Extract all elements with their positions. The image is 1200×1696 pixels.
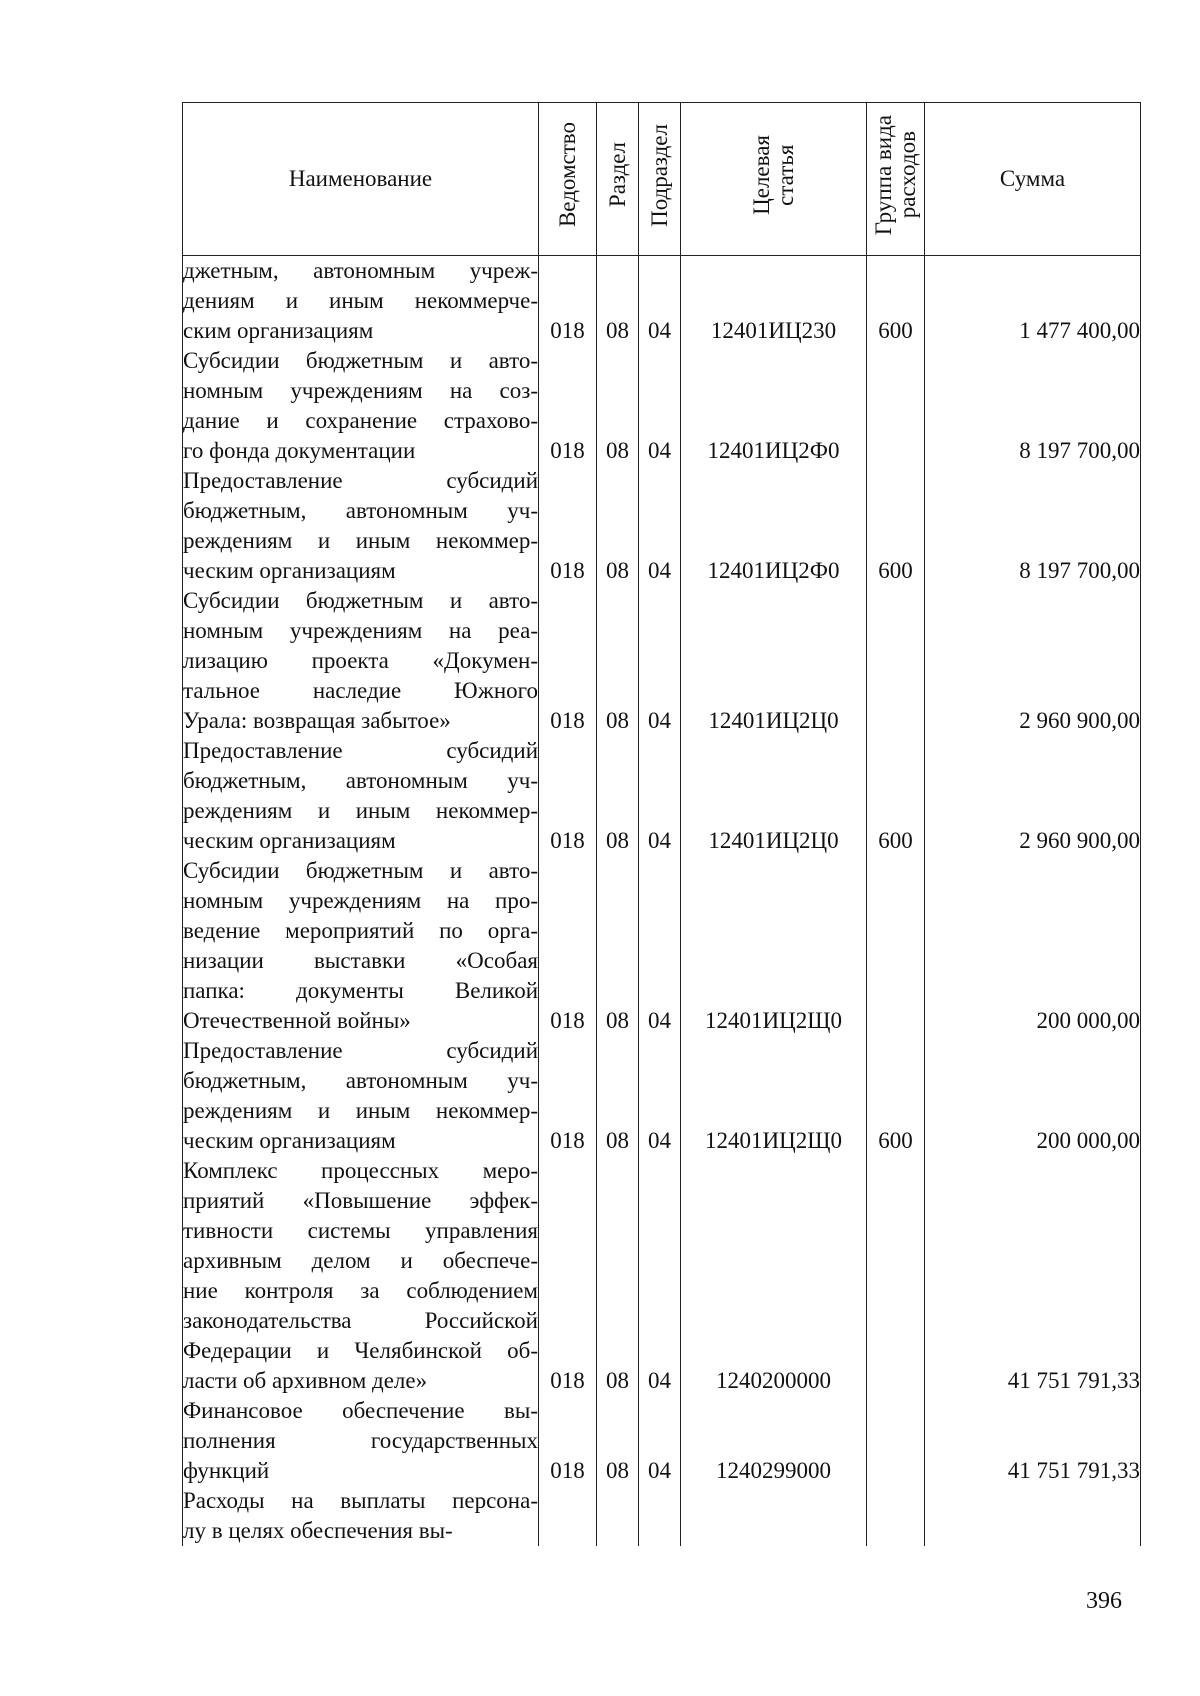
row-sum: 8 197 700,00 xyxy=(925,346,1141,466)
row-name-line: Финансовое обеспечение вы- xyxy=(183,1398,538,1423)
row-subsection: 04 xyxy=(639,736,681,856)
row-target-article: 1240200000 xyxy=(681,1156,867,1396)
row-name-line: приятий «Повышение эффек- xyxy=(183,1188,538,1213)
row-subsection: 04 xyxy=(639,856,681,1036)
row-section: 08 xyxy=(597,1396,639,1486)
row-target-article: 12401ИЦ230 xyxy=(681,256,867,347)
table-row xyxy=(183,1036,1141,1156)
row-subsection: 04 xyxy=(639,1036,681,1156)
row-name-line: Предоставление субсидий xyxy=(183,738,538,763)
row-name-line: полнения государственных xyxy=(183,1428,538,1453)
table-row xyxy=(183,1396,1141,1486)
row-name-line: ским организациям xyxy=(183,318,374,343)
table-row xyxy=(183,1486,1141,1546)
row-sum: 2 960 900,00 xyxy=(925,736,1141,856)
row-department: 018 xyxy=(539,1396,597,1486)
row-name-line: дениям и иным некоммерче- xyxy=(183,288,538,313)
row-expense-group: 600 xyxy=(867,256,925,347)
row-name-line: Отечественной войны» xyxy=(183,1008,411,1033)
table-row xyxy=(183,736,1141,856)
row-name-line: ведение мероприятий по орга- xyxy=(183,918,538,943)
header-subsection: Подраздел xyxy=(639,103,681,256)
header-target-article: Целевая статья xyxy=(681,103,867,256)
row-target-article: 12401ИЦ2Щ0 xyxy=(681,1036,867,1156)
row-name-line: номным учреждениям на про- xyxy=(183,888,538,913)
table-row xyxy=(183,346,1141,466)
row-name-line: номным учреждениям на реа- xyxy=(183,618,538,643)
row-department: 018 xyxy=(539,1156,597,1396)
row-name-line: реждениям и иным некоммер- xyxy=(183,798,538,823)
row-sum: 1 477 400,00 xyxy=(925,256,1141,347)
row-name xyxy=(183,1036,539,1156)
row-name-line: тивности системы управления xyxy=(183,1218,538,1243)
row-name-line: Субсидии бюджетным и авто- xyxy=(183,858,538,883)
row-sum: 200 000,00 xyxy=(925,1036,1141,1156)
row-name xyxy=(183,736,539,856)
row-section: 08 xyxy=(597,1156,639,1396)
row-name-line: лу в целях обеспечения вы- xyxy=(183,1518,453,1543)
row-department: 018 xyxy=(539,466,597,586)
row-expense-group xyxy=(867,1396,925,1486)
table-row xyxy=(183,466,1141,586)
row-sum: 41 751 791,33 xyxy=(925,1396,1141,1486)
page-number: 396 xyxy=(1086,1588,1122,1614)
header-section: Раздел xyxy=(597,103,639,256)
row-name-line: Федерации и Челябинской об- xyxy=(183,1338,538,1363)
row-name-line: Предоставление субсидий xyxy=(183,468,538,493)
row-sum: 2 960 900,00 xyxy=(925,586,1141,736)
header-expense-group: Группа вида расходов xyxy=(867,103,925,256)
row-expense-group: 600 xyxy=(867,466,925,586)
row-name xyxy=(183,346,539,466)
row-name-line: лизацию проекта «Докумен- xyxy=(183,648,538,673)
row-name-line: бюджетным, автономным уч- xyxy=(183,1068,538,1093)
row-department: 018 xyxy=(539,1036,597,1156)
row-target-article: 12401ИЦ2Ф0 xyxy=(681,466,867,586)
header-sum: Сумма xyxy=(925,103,1141,256)
row-name-line: бюджетным, автономным уч- xyxy=(183,498,538,523)
row-expense-group: 600 xyxy=(867,736,925,856)
row-department: 018 xyxy=(539,856,597,1036)
row-name-line: законодательства Российской xyxy=(183,1308,538,1333)
row-name-line: ческим организациям xyxy=(183,558,396,583)
row-sum: 200 000,00 xyxy=(925,856,1141,1036)
row-name-line: Расходы на выплаты персона- xyxy=(183,1488,538,1513)
row-target-article: 12401ИЦ2Ц0 xyxy=(681,586,867,736)
row-name-line: номным учреждениям на соз- xyxy=(183,378,538,403)
row-name-line: джетным, автономным учреж- xyxy=(183,258,538,283)
table-row xyxy=(183,256,1141,347)
table-header xyxy=(183,103,1141,256)
row-name-line: Комплекс процессных меро- xyxy=(183,1158,538,1183)
row-department: 018 xyxy=(539,736,597,856)
budget-table xyxy=(182,102,1141,1546)
row-name-line: Предоставление субсидий xyxy=(183,1038,538,1063)
row-target-article: 12401ИЦ2Ц0 xyxy=(681,736,867,856)
row-name-line: Субсидии бюджетным и авто- xyxy=(183,588,538,613)
row-expense-group xyxy=(867,346,925,466)
row-section: 08 xyxy=(597,256,639,347)
row-section: 08 xyxy=(597,856,639,1036)
row-target-article xyxy=(681,1486,867,1546)
row-name-line: Урала: возвращая забытое» xyxy=(183,708,451,733)
row-subsection: 04 xyxy=(639,586,681,736)
row-subsection: 04 xyxy=(639,346,681,466)
row-name-line: низации выставки «Особая xyxy=(183,948,538,973)
row-name-line: реждениям и иным некоммер- xyxy=(183,1098,538,1123)
table-body xyxy=(183,256,1141,1547)
row-target-article: 12401ИЦ2Ф0 xyxy=(681,346,867,466)
row-target-article: 1240299000 xyxy=(681,1396,867,1486)
row-name-line: архивным делом и обеспече- xyxy=(183,1248,538,1273)
row-name-line: папка: документы Великой xyxy=(183,978,538,1003)
row-name-line: Субсидии бюджетным и авто- xyxy=(183,348,538,373)
table-row xyxy=(183,586,1141,736)
row-expense-group xyxy=(867,856,925,1036)
row-name-line: тальное наследие Южного xyxy=(183,678,538,703)
row-name-line: ласти об архивном деле» xyxy=(183,1368,428,1393)
row-name xyxy=(183,586,539,736)
table-row xyxy=(183,856,1141,1036)
row-sum: 41 751 791,33 xyxy=(925,1156,1141,1396)
row-name-line: дание и сохранение страхово- xyxy=(183,408,538,433)
row-name xyxy=(183,1156,539,1396)
row-subsection: 04 xyxy=(639,1156,681,1396)
row-section: 08 xyxy=(597,466,639,586)
row-section: 08 xyxy=(597,346,639,466)
row-sum xyxy=(925,1486,1141,1546)
row-department: 018 xyxy=(539,256,597,347)
row-section: 08 xyxy=(597,736,639,856)
header-name: Наименование xyxy=(183,103,539,256)
row-target-article: 12401ИЦ2Щ0 xyxy=(681,856,867,1036)
row-name-line: го фонда документации xyxy=(183,438,416,463)
row-section: 08 xyxy=(597,586,639,736)
row-subsection: 04 xyxy=(639,1396,681,1486)
row-subsection: 04 xyxy=(639,466,681,586)
row-section: 08 xyxy=(597,1036,639,1156)
row-expense-group xyxy=(867,586,925,736)
row-name xyxy=(183,1396,539,1486)
row-expense-group: 600 xyxy=(867,1036,925,1156)
row-department: 018 xyxy=(539,346,597,466)
row-expense-group xyxy=(867,1156,925,1396)
row-name-line: ческим организациям xyxy=(183,1128,396,1153)
row-name xyxy=(183,466,539,586)
row-expense-group xyxy=(867,1486,925,1546)
header-department: Ведомство xyxy=(539,103,597,256)
row-name xyxy=(183,856,539,1036)
row-department: 018 xyxy=(539,586,597,736)
row-department xyxy=(539,1486,597,1546)
row-name-line: ние контроля за соблюдением xyxy=(183,1278,538,1303)
row-section xyxy=(597,1486,639,1546)
table-row xyxy=(183,1156,1141,1396)
row-subsection xyxy=(639,1486,681,1546)
row-sum: 8 197 700,00 xyxy=(925,466,1141,586)
row-name-line: бюджетным, автономным уч- xyxy=(183,768,538,793)
row-name xyxy=(183,256,539,347)
row-name-line: ческим организациям xyxy=(183,828,396,853)
row-subsection: 04 xyxy=(639,256,681,347)
row-name xyxy=(183,1486,539,1546)
row-name-line: функций xyxy=(183,1458,270,1483)
row-name-line: реждениям и иным некоммер- xyxy=(183,528,538,553)
